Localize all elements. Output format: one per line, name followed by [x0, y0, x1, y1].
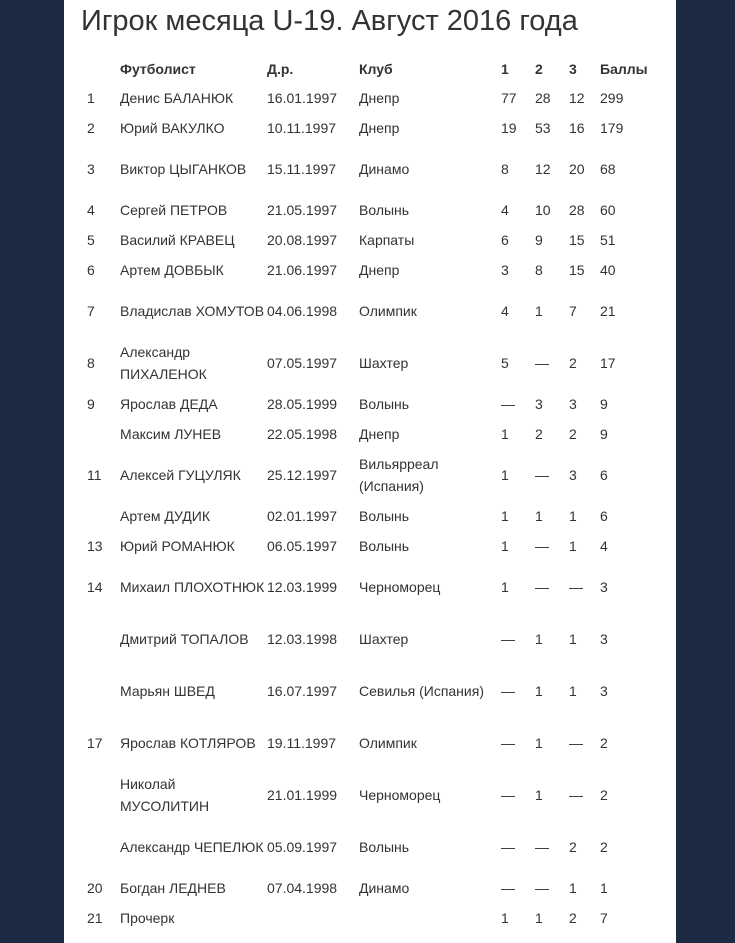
cell-second-place: 1	[535, 787, 543, 803]
cell-rank: 14	[87, 579, 103, 595]
cell-points: 9	[600, 396, 608, 412]
cell-club: Динамо	[359, 161, 410, 177]
cell-points: 68	[600, 161, 616, 177]
cell-second-place: —	[535, 538, 549, 554]
cell-first-place: 1	[501, 426, 509, 442]
cell-second-place: 1	[535, 910, 543, 926]
cell-first-place: 8	[501, 161, 509, 177]
table-body	[77, 83, 660, 933]
cell-third-place: 2	[569, 910, 577, 926]
cell-third-place: 2	[569, 426, 577, 442]
cell-second-place: —	[535, 467, 549, 483]
cell-first-place: 1	[501, 910, 509, 926]
cell-dob: 10.11.1997	[267, 120, 337, 136]
cell-first-place: —	[501, 880, 515, 896]
cell-player: Василий КРАВЕЦ	[120, 232, 235, 248]
header-second-place: 2	[535, 61, 543, 77]
cell-second-place: 8	[535, 262, 543, 278]
cell-second-place: 1	[535, 631, 543, 647]
cell-rank: 5	[87, 232, 95, 248]
cell-dob: 28.05.1999	[267, 396, 338, 412]
cell-points: 179	[600, 120, 624, 136]
table-row	[77, 195, 660, 225]
cell-club: Волынь	[359, 839, 410, 855]
cell-third-place: 15	[569, 232, 585, 248]
cell-third-place: 28	[569, 202, 585, 218]
cell-points: 1	[600, 880, 608, 896]
cell-third-place: 3	[569, 396, 577, 412]
cell-third-place: 12	[569, 90, 585, 106]
cell-points: 3	[600, 631, 608, 647]
cell-second-place: 1	[535, 303, 543, 319]
cell-player: Владислав ХОМУТОВ	[120, 303, 265, 319]
header-dob: Д.р.	[267, 61, 294, 77]
table-row	[77, 717, 660, 769]
cell-club: Шахтер	[359, 631, 409, 647]
cell-dob: 25.12.1997	[267, 467, 338, 483]
cell-rank: 8	[87, 355, 95, 371]
table-row	[77, 143, 660, 195]
cell-first-place: 1	[501, 467, 509, 483]
cell-club: Олимпик	[359, 303, 417, 319]
cell-first-place: 1	[501, 508, 509, 524]
cell-points: 51	[600, 232, 616, 248]
page-title: Игрок месяца U-19. Август 2016 года	[81, 5, 578, 37]
cell-club: Динамо	[359, 880, 410, 896]
cell-rank	[77, 613, 120, 665]
cell-club: Днепр	[359, 120, 400, 136]
cell-first-place: 77	[501, 90, 517, 106]
cell-rank: 1	[87, 90, 95, 106]
cell-first-place: —	[501, 839, 515, 855]
cell-rank: 20	[87, 880, 103, 896]
table-row	[77, 113, 660, 143]
cell-third-place: 1	[569, 631, 577, 647]
cell-third-place: 1	[569, 683, 577, 699]
cell-club: Черноморец	[359, 579, 441, 595]
cell-points: 21	[600, 303, 616, 319]
cell-dob: 22.05.1998	[267, 426, 338, 442]
cell-second-place: 10	[535, 202, 551, 218]
cell-rank	[77, 501, 120, 531]
cell-third-place: 1	[569, 508, 577, 524]
cell-dob: 16.01.1997	[267, 90, 338, 106]
cell-first-place: 5	[501, 355, 509, 371]
ranking-table	[77, 55, 660, 933]
cell-third-place: —	[569, 735, 583, 751]
cell-first-place: —	[501, 787, 515, 803]
cell-rank: 13	[87, 538, 103, 554]
cell-points: 2	[600, 787, 608, 803]
cell-club: Шахтер	[359, 355, 409, 371]
cell-second-place: 3	[535, 396, 543, 412]
cell-dob: 21.05.1997	[267, 202, 338, 218]
cell-rank	[77, 821, 120, 873]
cell-dob: 07.05.1997	[267, 355, 338, 371]
cell-dob: 04.06.1998	[267, 303, 338, 319]
cell-points: 17	[600, 355, 616, 371]
cell-player: Александр ПИХАЛЕНОК	[120, 344, 207, 382]
cell-second-place: 28	[535, 90, 551, 106]
cell-third-place: 2	[569, 839, 577, 855]
cell-third-place: 16	[569, 120, 585, 136]
cell-second-place: 1	[535, 683, 543, 699]
cell-dob: 20.08.1997	[267, 232, 338, 248]
cell-points: 4	[600, 538, 608, 554]
cell-third-place: 1	[569, 880, 577, 896]
cell-points: 299	[600, 90, 624, 106]
table-row	[77, 531, 660, 561]
cell-second-place: —	[535, 579, 549, 595]
cell-rank: 3	[87, 161, 95, 177]
header-club: Клуб	[359, 61, 393, 77]
cell-player: Дмитрий ТОПАЛОВ	[120, 631, 249, 647]
cell-player: Максим ЛУНЕВ	[120, 426, 222, 442]
cell-player: Юрий ВАКУЛКО	[120, 120, 225, 136]
cell-points: 6	[600, 508, 608, 524]
cell-rank: 21	[87, 910, 103, 926]
cell-third-place: 1	[569, 538, 577, 554]
cell-club: Волынь	[359, 202, 410, 218]
cell-rank	[77, 419, 120, 449]
cell-player: Артем ДУДИК	[120, 508, 210, 524]
cell-first-place: 3	[501, 262, 509, 278]
table-row	[77, 821, 660, 873]
cell-second-place: —	[535, 839, 549, 855]
cell-dob: 07.04.1998	[267, 880, 338, 896]
table-row	[77, 419, 660, 449]
cell-points: 40	[600, 262, 616, 278]
cell-rank: 9	[87, 396, 95, 412]
cell-club	[359, 903, 501, 933]
cell-dob	[267, 903, 359, 933]
cell-points: 6	[600, 467, 608, 483]
cell-dob: 02.01.1997	[267, 508, 338, 524]
cell-rank: 17	[87, 735, 103, 751]
cell-dob: 19.11.1997	[267, 735, 337, 751]
table-row	[77, 873, 660, 903]
table-row	[77, 285, 660, 337]
header-points: Баллы	[600, 61, 648, 77]
cell-points: 9	[600, 426, 608, 442]
cell-player: Марьян ШВЕД	[120, 683, 215, 699]
table-row	[77, 769, 660, 821]
cell-points: 2	[600, 839, 608, 855]
table-row	[77, 903, 660, 933]
cell-club: Черноморец	[359, 787, 441, 803]
header-first-place: 1	[501, 61, 509, 77]
cell-player: Алексей ГУЦУЛЯК	[120, 467, 241, 483]
cell-rank	[77, 769, 120, 821]
cell-player: Михаил ПЛОХОТНЮК	[120, 579, 265, 595]
header-player: Футболист	[120, 61, 196, 77]
cell-dob: 06.05.1997	[267, 538, 338, 554]
table-row	[77, 225, 660, 255]
cell-second-place: 1	[535, 735, 543, 751]
cell-player: Ярослав ДЕДА	[120, 396, 218, 412]
cell-rank	[77, 665, 120, 717]
cell-player: Александр ЧЕПЕЛЮК	[120, 839, 264, 855]
cell-third-place: 7	[569, 303, 577, 319]
table-row	[77, 665, 660, 717]
table-row	[77, 449, 660, 501]
article-page	[64, 0, 676, 943]
cell-club: Волынь	[359, 508, 410, 524]
cell-first-place: 1	[501, 579, 509, 595]
cell-first-place: —	[501, 631, 515, 647]
cell-player: Ярослав КОТЛЯРОВ	[120, 735, 256, 751]
cell-first-place: 19	[501, 120, 517, 136]
cell-second-place: 12	[535, 161, 551, 177]
cell-second-place: 2	[535, 426, 543, 442]
cell-rank: 7	[87, 303, 95, 319]
table-row	[77, 389, 660, 419]
cell-club: Олимпик	[359, 735, 417, 751]
cell-club: Севилья (Испания)	[359, 683, 484, 699]
cell-third-place: 15	[569, 262, 585, 278]
table-row	[77, 613, 660, 665]
cell-rank: 11	[87, 467, 102, 483]
cell-points: 2	[600, 735, 608, 751]
cell-third-place: —	[569, 787, 583, 803]
cell-points: 3	[600, 683, 608, 699]
cell-player: Денис БАЛАНЮК	[120, 90, 234, 106]
cell-rank: 6	[87, 262, 95, 278]
cell-first-place: —	[501, 735, 515, 751]
cell-dob: 21.01.1999	[267, 787, 338, 803]
cell-second-place: —	[535, 880, 549, 896]
cell-first-place: —	[501, 683, 515, 699]
table-row	[77, 255, 660, 285]
table-header-row	[77, 55, 660, 83]
cell-player: Николай МУСОЛИТИН	[120, 776, 210, 814]
cell-dob: 05.09.1997	[267, 839, 338, 855]
table-row	[77, 501, 660, 531]
cell-first-place: 4	[501, 202, 509, 218]
cell-club: Днепр	[359, 90, 400, 106]
cell-second-place: —	[535, 355, 549, 371]
cell-rank: 2	[87, 120, 95, 136]
cell-club: Карпаты	[359, 232, 415, 248]
cell-second-place: 1	[535, 508, 543, 524]
cell-dob: 12.03.1999	[267, 579, 338, 595]
cell-dob: 15.11.1997	[267, 161, 337, 177]
cell-club: Днепр	[359, 426, 400, 442]
table-row	[77, 561, 660, 613]
cell-dob: 12.03.1998	[267, 631, 338, 647]
cell-third-place: 3	[569, 467, 577, 483]
cell-dob: 21.06.1997	[267, 262, 338, 278]
cell-points: 3	[600, 579, 608, 595]
cell-player: Сергей ПЕТРОВ	[120, 202, 228, 218]
cell-first-place: —	[501, 396, 515, 412]
table-row	[77, 83, 660, 113]
cell-dob: 16.07.1997	[267, 683, 338, 699]
cell-rank: 4	[87, 202, 95, 218]
cell-points: 60	[600, 202, 616, 218]
cell-player: Артем ДОВБЫК	[120, 262, 224, 278]
cell-first-place: 1	[501, 538, 509, 554]
header-rank	[77, 55, 120, 83]
cell-player: Богдан ЛЕДНЕВ	[120, 880, 226, 896]
table-row	[77, 337, 660, 389]
cell-first-place: 4	[501, 303, 509, 319]
cell-player: Прочерк	[120, 910, 175, 926]
cell-player: Юрий РОМАНЮК	[120, 538, 235, 554]
cell-club: Вильярреал (Испания)	[359, 456, 439, 494]
cell-club: Волынь	[359, 396, 410, 412]
cell-second-place: 9	[535, 232, 543, 248]
cell-first-place: 6	[501, 232, 509, 248]
cell-points: 7	[600, 910, 608, 926]
cell-player: Виктор ЦЫГАНКОВ	[120, 161, 247, 177]
cell-third-place: 20	[569, 161, 585, 177]
header-third-place: 3	[569, 61, 577, 77]
cell-club: Днепр	[359, 262, 400, 278]
cell-second-place: 53	[535, 120, 551, 136]
cell-club: Волынь	[359, 538, 410, 554]
cell-third-place: —	[569, 579, 583, 595]
cell-third-place: 2	[569, 355, 577, 371]
